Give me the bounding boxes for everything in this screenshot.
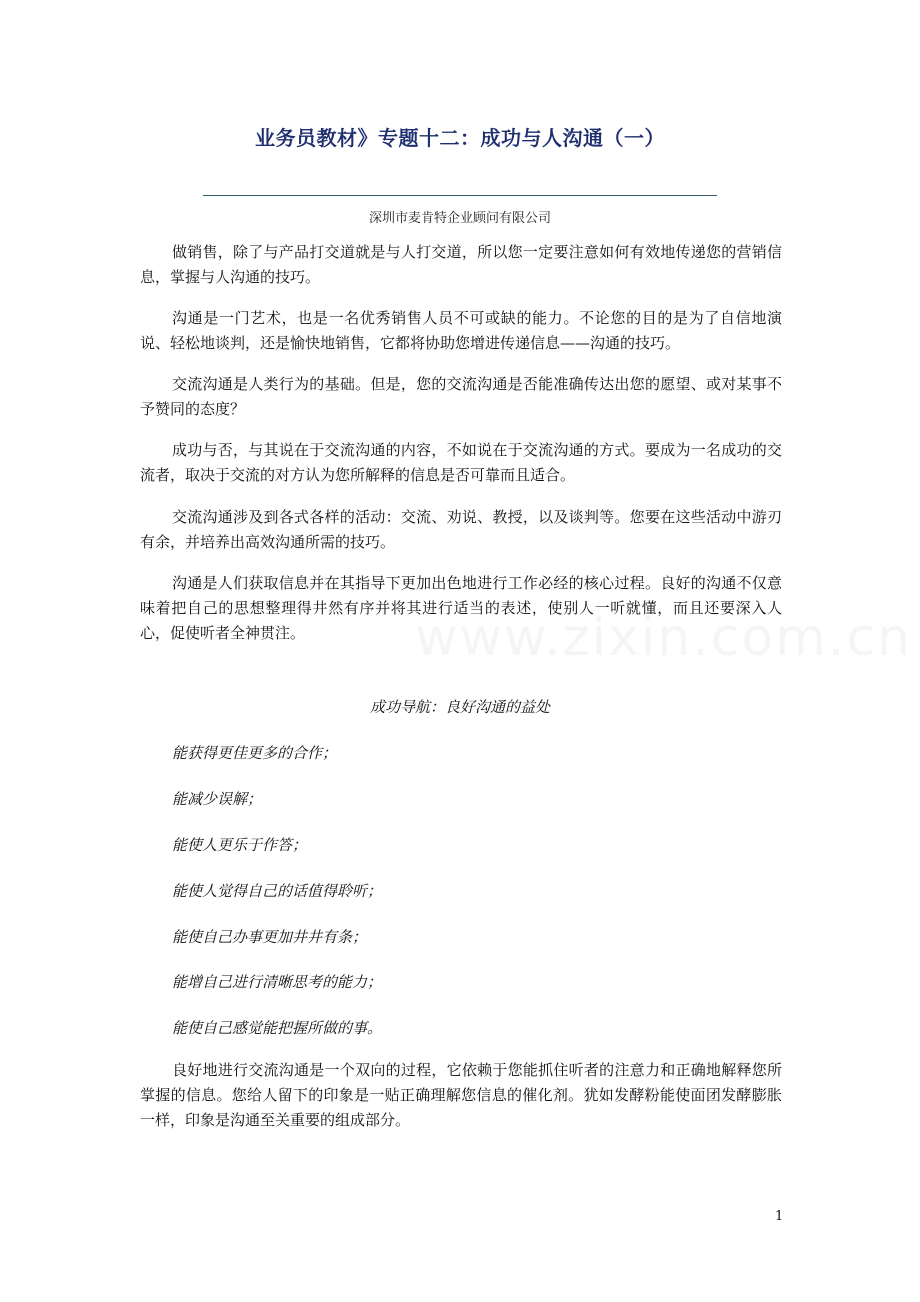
title-divider: [203, 195, 717, 196]
closing-paragraph: 良好地进行交流沟通是一个双向的过程，它依赖于您能抓住听者的注意力和正确地解释您所掌握的信息。您给人留下的印象是一贴正确理解您信息的催化剂。犹如发酵粉能使面团发酵膨胀一样，印象是沟通至关重要的组成部分。: [140, 1061, 782, 1129]
paragraph-4: 成功与否，与其说在于交流沟通的内容，不如说在于交流沟通的方式。要成为一名成功的交流者，取决于交流的对方认为您所解释的信息是否可靠而且适合。: [140, 441, 782, 484]
watermark: www.zixin.com.cn: [415, 608, 912, 668]
benefit-item: 能使自己办事更加井井有条；: [172, 928, 368, 946]
benefit-item: 能减少误解；: [172, 790, 263, 808]
benefit-item: 能使自己感觉能把握所做的事。: [172, 1019, 383, 1037]
section-subtitle: 成功导航：良好沟通的益处: [369, 698, 550, 716]
paragraph-5: 交流沟通涉及到各式各样的活动：交流、劝说、教授，以及谈判等。您要在这些活动中游刃有余，并培养出高效沟通所需的技巧。: [140, 508, 782, 551]
benefit-item: 能使人觉得自己的话值得聆听；: [172, 882, 383, 900]
paragraph-3: 交流沟通是人类行为的基础。但是，您的交流沟通是否能准确传达出您的愿望、或对某事不予赞同的态度？: [140, 375, 782, 418]
company-name: 深圳市麦肯特企业顾问有限公司: [368, 211, 551, 226]
page-number: 1: [775, 1209, 784, 1224]
benefit-item: 能增自己进行清晰思考的能力；: [172, 973, 383, 991]
document-title: 业务员教材》专题十二：成功与人沟通（一）: [255, 126, 665, 150]
benefit-item: 能获得更佳更多的合作；: [172, 744, 338, 762]
benefit-item: 能使人更乐于作答；: [172, 836, 308, 854]
paragraph-2: 沟通是一门艺术，也是一名优秀销售人员不可或缺的能力。不论您的目的是为了自信地演说、轻松地谈判，还是愉快地销售，它都将协助您增进传递信息——沟通的技巧。: [140, 309, 782, 352]
paragraph-6: 沟通是人们获取信息并在其指导下更加出色地进行工作必经的核心过程。良好的沟通不仅意味着把自己的思想整理得井然有序并将其进行适当的表述，使别人一听就懂，而且还要深入人心，促使听者全神贯注。: [140, 574, 782, 642]
paragraph-1: 做销售，除了与产品打交道就是与人打交道，所以您一定要注意如何有效地传递您的营销信息，掌握与人沟通的技巧。: [140, 243, 782, 286]
